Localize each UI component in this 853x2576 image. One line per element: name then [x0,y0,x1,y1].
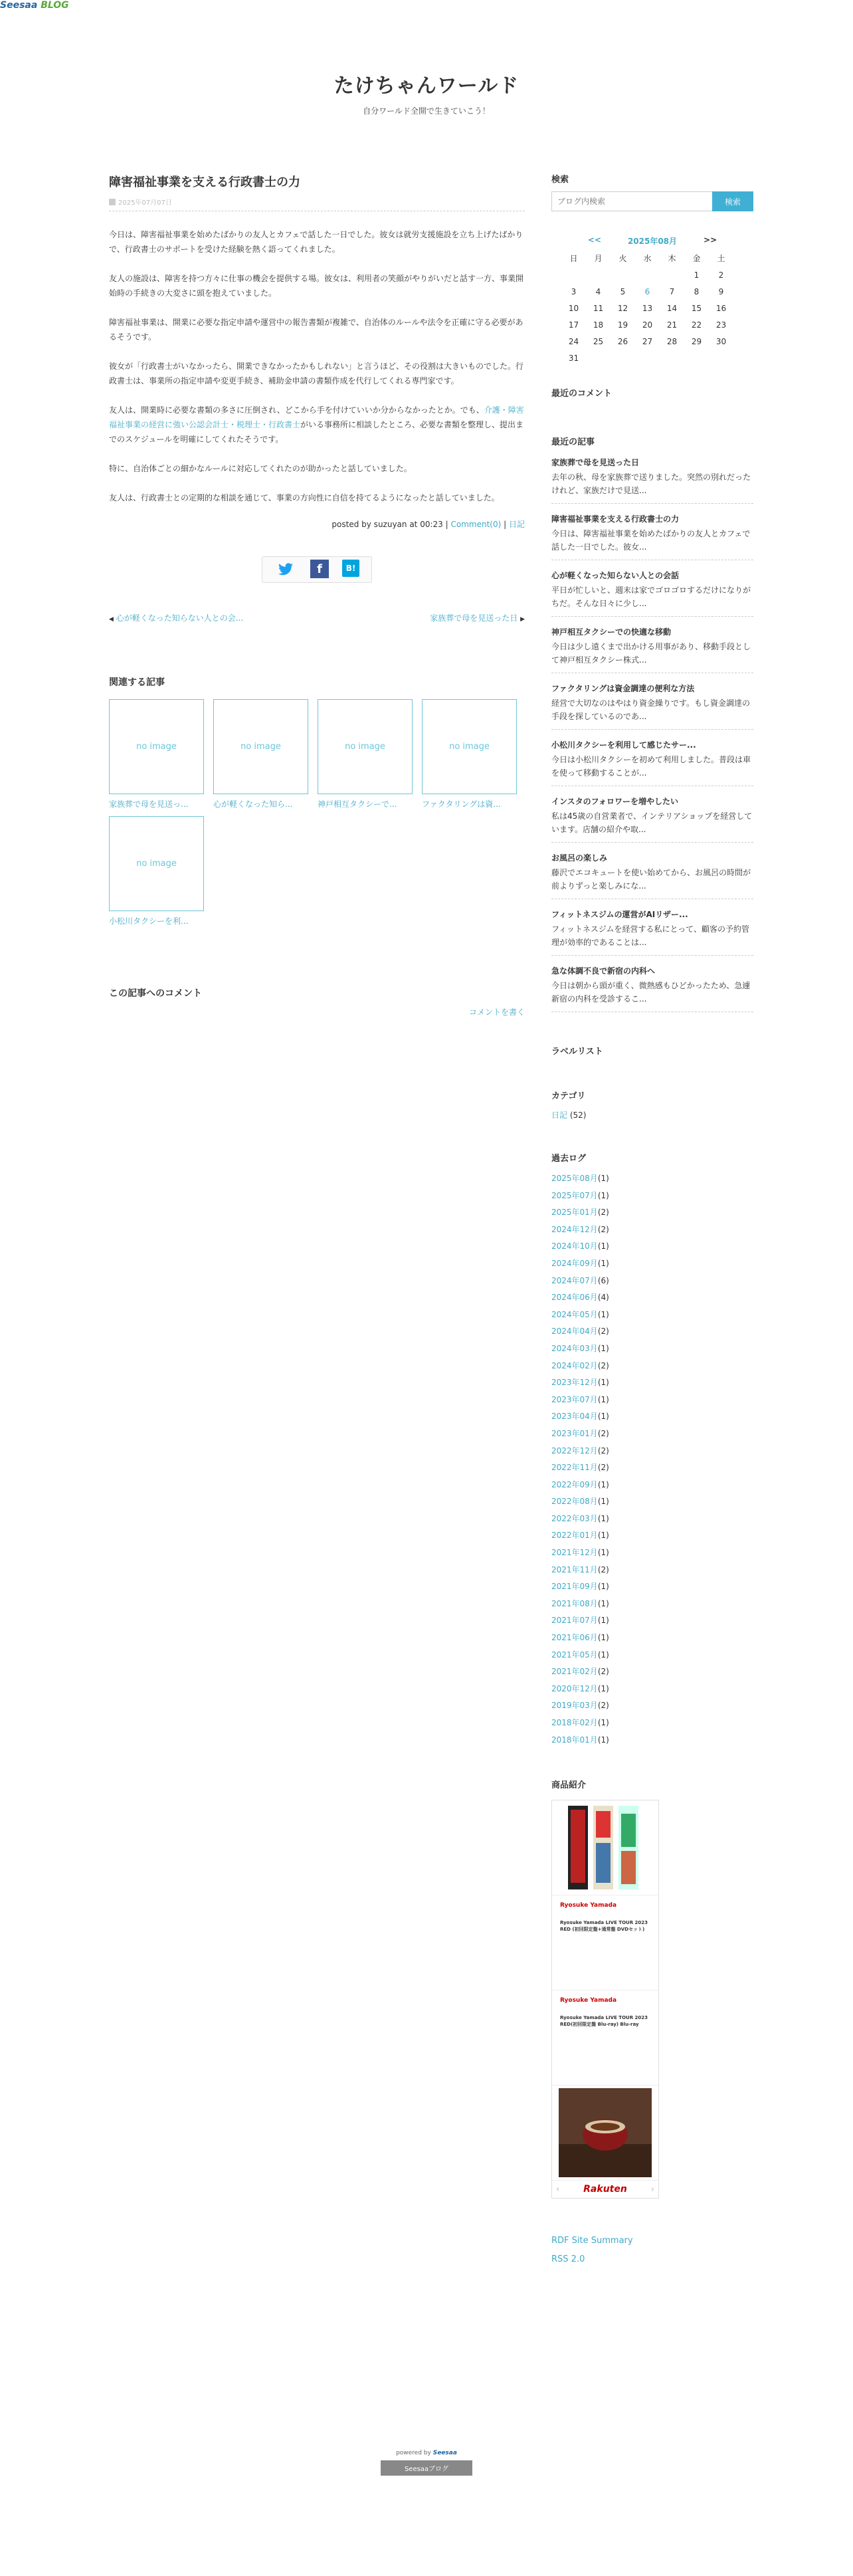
weekday-label: 金 [692,254,701,263]
related-link[interactable]: 家族葬で母を見送っ... [109,800,189,809]
calendar [551,235,753,365]
archive-item [551,1715,753,1732]
archive-count: (1) [597,1309,609,1319]
archive-item [551,1289,753,1307]
archive-link[interactable]: 2019年03月 [551,1701,598,1711]
archive-link[interactable]: 2023年07月 [551,1394,598,1404]
prev-post[interactable] [109,612,243,623]
archive-count: (1) [597,1174,609,1183]
recent-post-item[interactable] [551,899,753,956]
archive-link[interactable]: 2023年12月 [551,1378,598,1388]
weekday-label: 月 [594,254,603,263]
share-buttons [109,556,525,583]
archive-item [551,1307,753,1324]
category-link-diary[interactable]: 日記 [551,1111,568,1120]
archive-link[interactable]: 2025年01月 [551,1208,598,1218]
archive-count: (1) [597,1343,609,1353]
archive-count: (2) [597,1667,609,1677]
calendar-day: 4 [595,287,601,296]
calendar-icon [109,199,116,205]
calendar-next[interactable]: >> [704,235,717,245]
recent-post-item[interactable] [551,617,753,673]
calendar-day: 28 [666,337,678,346]
archive-link[interactable]: 2018年01月 [551,1735,598,1745]
archive-count: (2) [597,1701,609,1711]
post-paragraph [109,403,525,447]
product-caption: Ryosuke Yamada LIVE TOUR 2023 RED (初回限定盤+通常盤 DVDセット) [560,1920,648,1933]
archive-item [551,1664,753,1681]
comments-title: この記事へのコメント [109,988,202,999]
archive-item [551,1681,753,1698]
archive-link[interactable]: 2022年01月 [551,1531,598,1541]
recent-comments [551,386,753,399]
calendar-day: 5 [620,287,626,296]
calendar-day: 22 [691,320,702,330]
product-name: Ryosuke Yamada [560,1997,617,2004]
calendar-day: 10 [568,304,579,313]
calendar-day [611,268,635,282]
archive-item [551,1511,753,1528]
archive-item [551,1443,753,1460]
rakuten-logo: Rakuten [583,2184,627,2195]
archive-count: (2) [597,1208,609,1218]
product-image [559,1803,652,1892]
archive-link[interactable]: 2021年08月 [551,1598,598,1608]
recent-post-title[interactable]: 神戸相互タクシーでの快適な移動 [551,627,672,637]
calendar-day: 15 [691,304,702,313]
recent-post-excerpt: 私は45歳の自営業者で、インテリアショップを経営しています。店舗の紹介や取... [551,811,753,834]
search-input[interactable] [551,191,712,211]
rss2-link[interactable]: RSS 2.0 [551,2254,585,2265]
seesaa-brand[interactable]: Seesaa [432,2450,457,2456]
recent-post-item[interactable] [551,560,753,617]
archive-link[interactable]: 2024年09月 [551,1258,598,1268]
product-section [551,1778,753,2199]
related-link[interactable]: 心が軽くなった知ら... [213,800,293,809]
archive-link[interactable]: 2024年06月 [551,1293,598,1303]
archive-count: (4) [597,1293,609,1303]
search-title: 検索 [551,175,569,185]
archive-count: (1) [597,1412,609,1422]
archive-count: (2) [597,1224,609,1234]
recent-post-excerpt: 今日は朝から頭が重く、微熱感もひどかったため、急遽新宿の内科を受診するこ... [551,981,751,1004]
recent-post-excerpt: フィットネスジムを経営する私にとって、顧客の予約管理が効率的であることは... [551,924,749,947]
archive-link[interactable]: 2023年01月 [551,1428,598,1438]
archive-count: (1) [597,1633,609,1643]
archive-item [551,1562,753,1579]
archive-title: 過去ログ [551,1154,587,1164]
product-item[interactable] [552,1990,658,2086]
post-date-text: 2025年07月07日 [118,199,172,207]
recent-posts-title: 最近の記事 [551,437,595,447]
recent-post-excerpt: 今日は少し遠くまで出かける用事があり、移動手段として神戸相互タクシー株式... [551,642,751,665]
archive-count: (1) [597,1378,609,1388]
archive-item [551,1204,753,1222]
product-item[interactable] [552,1800,658,1895]
recent-post-excerpt: 経営で大切なのはやはり資金繰りです。もし資金調達の手段を探しているのであ... [551,698,751,721]
archive-item [551,1493,753,1511]
archive-link[interactable]: 2021年12月 [551,1548,598,1558]
search-form [551,191,753,211]
archive-item [551,1374,753,1392]
archive-count: (1) [597,1394,609,1404]
archive-item [551,1527,753,1545]
archive-link[interactable]: 2024年07月 [551,1275,598,1285]
recent-post-title[interactable]: ファクタリングは資金調達の便利な方法 [551,684,695,693]
product-item[interactable] [552,1895,658,1990]
weekday-label: 土 [717,254,725,263]
recent-post-title[interactable]: 家族葬で母を見送った日 [551,458,640,467]
post-text: 友人は、開業時に必要な書類の多さに圧倒され、どこから手を付けていいか分からなかったとか。でも、 [109,405,484,415]
separator: | [445,520,448,529]
calendar-day: 21 [666,320,678,330]
chevron-left-icon[interactable]: ‹ [556,2184,560,2195]
calendar-day [660,268,684,282]
calendar-day [586,268,611,282]
related-link[interactable]: 神戸相互タクシーで... [318,800,397,809]
logo-part1: Seesaa [0,0,38,11]
related-thumbnail[interactable]: no image [109,699,204,794]
recent-post-excerpt: 今日は小松川タクシーを初めて利用しました。普段は車を使って移動することが... [551,755,751,778]
related-link[interactable]: 小松川タクシーを利... [109,916,189,926]
post-date [109,197,525,211]
post-body [109,227,525,505]
archive-item [551,1477,753,1494]
archive-item [551,1578,753,1596]
calendar-day: 29 [691,337,702,346]
archive-link[interactable]: 2024年12月 [551,1224,598,1234]
archive-link[interactable]: 2023年04月 [551,1412,598,1422]
calendar-month: 2025年08月 [627,237,678,246]
recent-post-title[interactable]: 急な体調不良で新宿の内科へ [551,966,656,976]
post-paragraph: 今日は、障害福祉事業を始めたばかりの友人とカフェで話した一日でした。彼女は就労支援施設を立ち上げたばかりで、行政書士のサポートを受けた経験を熱く語ってくれました。 [109,230,523,254]
calendar-day: 31 [568,354,579,363]
calendar-day: 24 [568,337,579,346]
category-section [551,1089,753,1121]
recent-post-item[interactable] [551,447,753,504]
archive-count: (1) [597,1513,609,1523]
office-link[interactable]: 介護・障害福祉事業の経営に強い公認会計士・税理士・行政書士 [109,405,524,429]
related-item[interactable] [422,699,517,809]
main-column [109,173,525,1018]
archive-link[interactable]: 2021年07月 [551,1616,598,1626]
archive-link[interactable]: 2021年02月 [551,1667,598,1677]
archive-count: (2) [597,1428,609,1438]
post-paragraph: 特に、自治体ごとの細かなルールに対応してくれたのが助かったと話していました。 [109,464,412,473]
calendar-day: 25 [593,337,604,346]
calendar-day: 27 [642,337,653,346]
calendar-day [635,268,660,282]
post-text: がいる事務所に相談したところ、必要な書類を整理し、提出までのスケジュールを明確にしてくれたそうです。 [109,420,524,444]
related-item[interactable] [109,816,204,926]
related-posts [109,675,525,926]
product-caption: Ryosuke Yamada LIVE TOUR 2023 RED(初回限定盤 Blu-ray) Blu-ray [560,2015,648,2028]
archive-item [551,1697,753,1715]
calendar-day: 3 [571,287,577,296]
weekday-label: 日 [569,254,578,263]
calendar-day: 14 [666,304,678,313]
category-title: カテゴリ [551,1091,586,1101]
archive-item [551,1323,753,1341]
archive-count: (1) [597,1190,609,1200]
related-item[interactable] [213,699,308,809]
archive-item [551,1596,753,1613]
calendar-day [561,268,586,282]
archive-item [551,1170,753,1188]
logo-part2: BLOG [41,0,69,11]
archive-count: (2) [597,1360,609,1370]
calendar-day: 20 [642,320,653,330]
archive-count: (2) [597,1446,609,1455]
archive-link[interactable]: 2024年10月 [551,1241,598,1251]
label-list [551,1044,753,1057]
archive-link[interactable]: 2021年09月 [551,1582,598,1592]
triangle-right-icon: ▶ [520,616,525,623]
archive-count: (1) [597,1548,609,1558]
archive-item [551,1255,753,1273]
post-paragraph: 友人の施設は、障害を持つ方々に仕事の機会を提供する場。彼女は、利用者の笑顔がやりがいだと話す一方、事業開始時の手続きの大変さに頭を抱えていました。 [109,274,524,298]
post-pager [109,612,525,623]
post-paragraph: 彼女が「行政書士がいなかったら、開業できなかったかもしれない」と言うほど、その役割は大きいものでした。行政書士は、事業所の指定申請や変更手続き、補助金申請の書類作成を代行してくれる専門家です。 [109,362,524,385]
powered-by-text: powered by [396,2450,431,2456]
hatena-bookmark-icon[interactable]: B! [342,560,359,577]
rss-links [551,2232,753,2269]
archive-link[interactable]: 2025年07月 [551,1190,598,1200]
seesaa-blog-button[interactable]: Seesaaブログ [381,2460,472,2476]
recent-comments-title: 最近のコメント [551,389,613,399]
archive-link[interactable]: 2022年09月 [551,1479,598,1489]
recent-post-excerpt: 藤沢でエコキュートを使い始めてから、お風呂の時間が前よりずっと楽しみにな... [551,868,751,891]
prev-post-link[interactable]: 心が軽くなった知らない人との会... [116,613,244,623]
related-title: 関連する記事 [109,677,165,688]
seesaa-blog-logo[interactable] [0,0,69,15]
archive-count: (1) [597,1582,609,1592]
archive-item [551,1408,753,1426]
blog-header [0,69,853,116]
archive-count: (2) [597,1564,609,1574]
archive-link[interactable]: 2022年12月 [551,1446,598,1455]
twitter-icon[interactable] [274,560,297,580]
archive-count: (1) [597,1598,609,1608]
archive-link[interactable]: 2022年08月 [551,1497,598,1507]
search-button[interactable]: 検索 [712,191,753,211]
blog-subtitle: 自分ワールド全開で生きていこう！ [363,106,490,116]
separator: | [504,520,507,529]
calendar-day: 26 [617,337,628,346]
weekday-label: 木 [668,254,676,263]
calendar-day: 19 [617,320,628,330]
next-post[interactable] [430,612,525,623]
calendar-day: 18 [593,320,604,330]
posted-by: posted by suzuyan at 00:23 [332,520,443,529]
weekday-label: 水 [643,254,652,263]
archive-count: (1) [597,1258,609,1268]
archive-link[interactable]: 2024年05月 [551,1309,598,1319]
recent-post-title[interactable]: 小松川タクシーを利用して感じたサー... [551,740,696,750]
archive-item [551,1238,753,1255]
archive-item [551,1358,753,1375]
archive-link[interactable]: 2020年12月 [551,1683,598,1693]
recent-post-item[interactable] [551,956,753,1012]
calendar-day: 17 [568,320,579,330]
recent-post-excerpt: 今日は、障害福祉事業を始めたばかりの友人とカフェで話した一日でした。彼女... [551,529,751,552]
archive-link[interactable]: 2025年08月 [551,1174,598,1183]
recent-post-title[interactable]: お風呂の楽しみ [551,853,608,863]
calendar-day: 2 [718,270,724,280]
related-item[interactable] [109,699,204,809]
archive-item [551,1732,753,1749]
archive-link[interactable]: 2021年06月 [551,1633,598,1643]
recent-post-title[interactable]: 心が軽くなった知らない人との会話 [551,571,680,580]
archive-link[interactable]: 2022年03月 [551,1513,598,1523]
calendar-day: 30 [715,337,727,346]
post-footer [109,518,525,530]
archive-item [551,1459,753,1477]
recent-post-excerpt: 去年の秋、母を家族葬で送りました。突然の別れだったけれど、家族だけで見送... [551,473,751,495]
archive-count: (6) [597,1275,609,1285]
powered-by [0,2450,853,2456]
chevron-right-icon[interactable]: › [650,2184,654,2195]
product-item[interactable] [552,2086,658,2181]
archive-count: (1) [597,1650,609,1660]
related-thumbnail[interactable]: no image [109,816,204,911]
calendar-grid [561,252,753,365]
related-thumbnail[interactable]: no image [422,699,517,794]
rdf-link[interactable]: RDF Site Summary [551,2236,633,2246]
post-paragraph: 障害福祉事業は、開業に必要な指定申請や運営中の報告書類が複雑で、自治体のルールや法令を正確に守る必要があるそうです。 [109,318,523,342]
product-image [559,2088,652,2177]
archive-item [551,1341,753,1358]
related-thumbnail[interactable]: no image [318,699,413,794]
sidebar [551,172,753,2269]
archive-item [551,1392,753,1409]
label-list-title: ラベルリスト [551,1047,603,1057]
next-post-link[interactable]: 家族葬で母を見送った日 [430,613,518,623]
archive-item [551,1222,753,1239]
archive-item [551,1273,753,1290]
footer [0,2450,853,2476]
archive-count: (2) [597,1327,609,1337]
recent-post-title[interactable]: インスタのフォロワーを増やしたい [551,797,679,806]
archive-link[interactable]: 2021年05月 [551,1650,598,1660]
archive-count: (1) [597,1531,609,1541]
calendar-day: 8 [694,287,700,296]
archive-link[interactable]: 2018年02月 [551,1718,598,1727]
blog-title[interactable]: たけちゃんワールド [333,74,520,98]
category-link[interactable]: 日記 [508,520,525,529]
archive-link[interactable]: 2024年04月 [551,1327,598,1337]
write-comment-link[interactable]: コメントを書く [468,1008,525,1017]
calendar-day: 11 [593,304,604,313]
archive-count: (1) [597,1735,609,1745]
calendar-day: 9 [718,287,724,296]
post-title: 障害福祉事業を支える行政書士の力 [109,175,300,189]
calendar-day: 13 [642,304,653,313]
category-count: (52) [569,1111,587,1120]
archive-link[interactable]: 2024年03月 [551,1343,598,1353]
recent-posts [551,435,753,1012]
archive-item [551,1612,753,1630]
archive-count: (2) [597,1463,609,1473]
post-paragraph: 友人は、行政書士との定期的な相談を通じて、事業の方向性に自信を持てるようになったと話していました。 [109,493,500,502]
product-title: 商品紹介 [551,1780,587,1791]
calendar-prev[interactable]: << [587,235,601,245]
calendar-day: 7 [669,287,675,296]
related-item[interactable] [318,699,413,809]
recent-post-title[interactable]: 障害福祉事業を支える行政書士の力 [551,514,680,524]
archive-count: (1) [597,1683,609,1693]
calendar-day[interactable]: 6 [644,287,650,296]
calendar-day: 12 [617,304,628,313]
recent-post-item[interactable] [551,504,753,560]
recent-post-item[interactable] [551,786,753,843]
recent-post-item[interactable] [551,730,753,786]
archive-section [551,1151,753,1749]
comment-count-link[interactable]: Comment(0) [450,520,502,529]
product-widget [551,1800,659,2199]
archive-link[interactable]: 2022年11月 [551,1463,598,1473]
archive-count: (1) [597,1479,609,1489]
product-nav [552,2181,658,2198]
archive-item [551,1647,753,1664]
archive-count: (1) [597,1616,609,1626]
recent-post-title[interactable]: フィットネスジムの運営がAIリザー... [551,910,688,919]
archive-count: (1) [597,1497,609,1507]
recent-post-item[interactable] [551,673,753,730]
archive-item [551,1630,753,1647]
archive-link[interactable]: 2021年11月 [551,1564,598,1574]
archive-item [551,1426,753,1443]
archive-item [551,1188,753,1205]
calendar-day: 23 [715,320,727,330]
related-link[interactable]: ファクタリングは資... [422,800,501,809]
product-name: Ryosuke Yamada [560,1902,617,1909]
calendar-day: 1 [694,270,700,280]
recent-post-item[interactable] [551,843,753,899]
related-thumbnail[interactable]: no image [213,699,308,794]
archive-count: (1) [597,1718,609,1727]
archive-link[interactable]: 2024年02月 [551,1360,598,1370]
archive-item [551,1545,753,1562]
weekday-label: 火 [618,254,627,263]
recent-post-excerpt: 平日が忙しいと、週末は家でゴロゴロするだけになりがちだ。そんな日々に少し... [551,586,751,608]
comments-section [109,986,525,1018]
facebook-icon[interactable]: f [310,560,329,578]
calendar-day: 16 [715,304,727,313]
triangle-left-icon: ◀ [109,616,114,623]
archive-count: (1) [597,1241,609,1251]
